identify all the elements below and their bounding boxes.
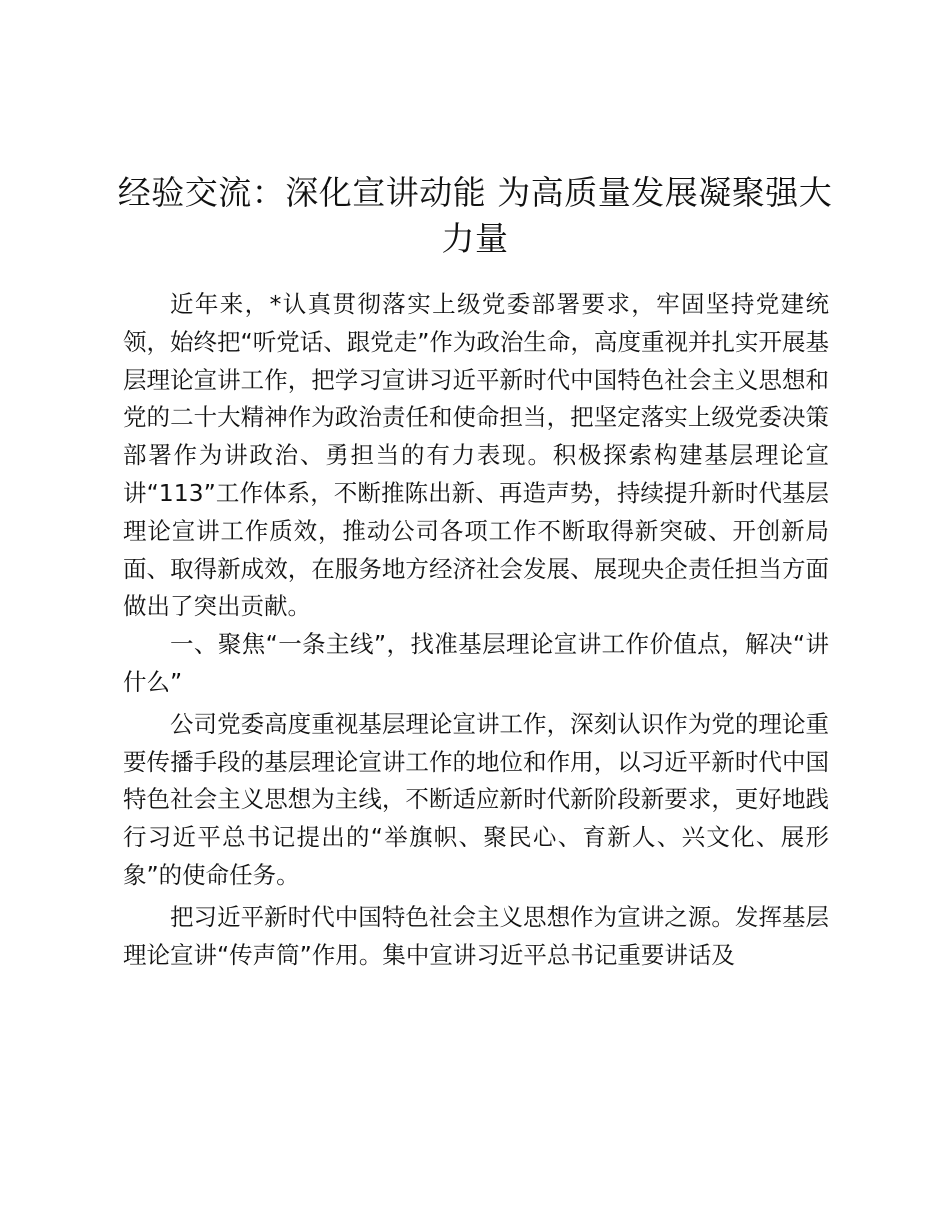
intro-paragraph: 近年来，*认真贯彻落实上级党委部署要求，牢固坚持党建统领，始终把“听党话、跟党走”作为政治生命，高度重视并扎实开展基层理论宣讲工作，把学习宣讲习近平新时代中国特色社会主义思想和党的二十大精神作为政治责任和使命担当，把坚定落实上级党委决策部署作为讲政治、勇担当的有力表现。积极探索构建基层理论宣讲“113”工作体系，不断推陈出新、再造声势，持续提升新时代基层理论宣讲工作质效，推动公司各项工作不断取得新突破、开创新局面、取得新成效，在服务地方经济社会发展、展现央企责任担当方面做出了突出贡献。 <box>123 290 829 621</box>
body-paragraph: 公司党委高度重视基层理论宣讲工作，深刻认识作为党的理论重要传播手段的基层理论宣讲工作的地位和作用，以习近平新时代中国特色社会主义思想为主线，不断适应新时代新阶段新要求，更好地践行习近平总书记提出的“举旗帜、聚民心、育新人、兴文化、展形象”的使命任务。 <box>123 709 829 889</box>
document-title: 经验交流：深化宣讲动能 为高质量发展凝聚强大力量 <box>117 173 833 258</box>
document-body <box>123 286 829 974</box>
section-heading-1: 一、聚焦“一条主线”，找准基层理论宣讲工作价值点，解决“讲什么” <box>123 630 829 696</box>
body-paragraph: 把习近平新时代中国特色社会主义思想作为宣讲之源。发挥基层理论宣讲“传声筒”作用。集中宣讲习近平总书记重要讲话及 <box>123 902 829 969</box>
